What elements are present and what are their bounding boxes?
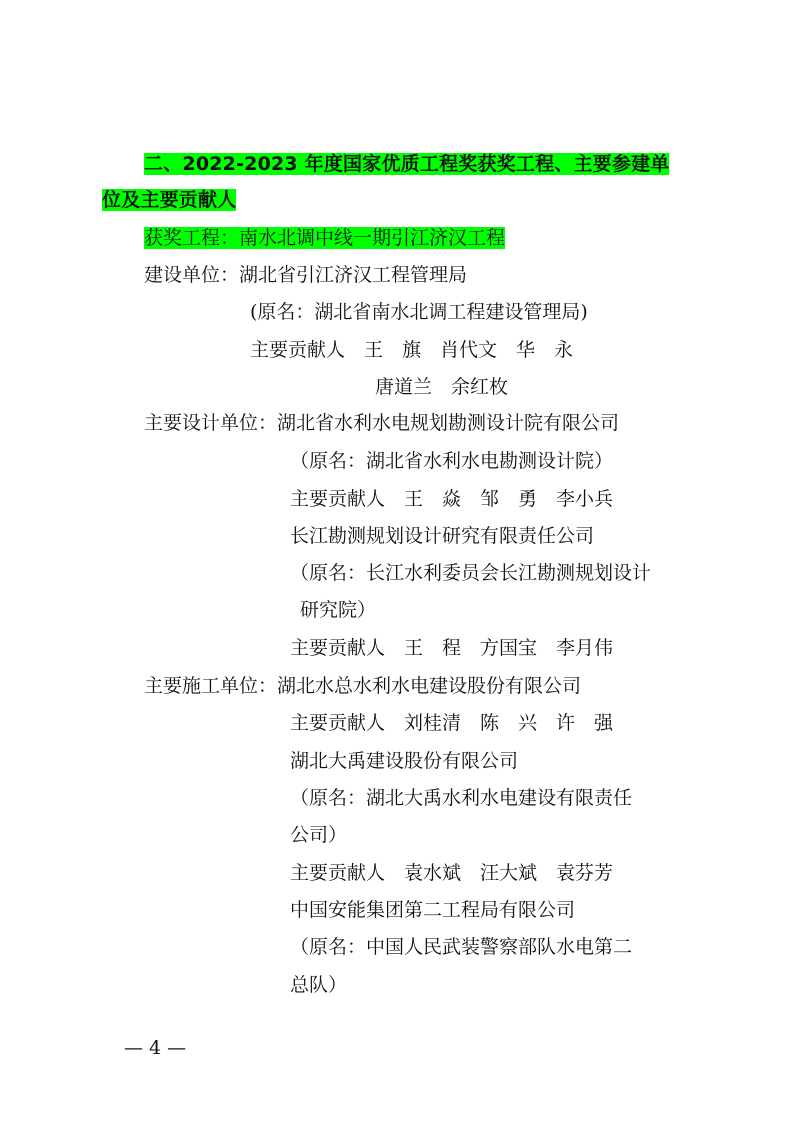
section-heading-text-2: 位及主要贡献人	[102, 189, 237, 211]
construction-unit-contributors-1: 主要贡献人 王 旗 肖代文 华 永	[250, 339, 574, 361]
contractor2-contributors: 主要贡献人 袁水斌 汪大斌 袁芬芳	[290, 862, 614, 884]
construction-unit-contributors-2: 唐道兰 余红枚	[375, 376, 509, 398]
section-heading-line1	[144, 152, 669, 176]
contractor1-name: 湖北水总水利水电建设股份有限公司	[277, 675, 582, 697]
design-unit2-former-name-2: 研究院）	[300, 599, 377, 621]
construction-contractors-line	[144, 674, 581, 698]
design-units-line	[144, 411, 619, 435]
contractor3-former-name-1: （原名：中国人民武装警察部队水电第二	[290, 936, 633, 958]
contractor2-former-name-2: 公司）	[290, 824, 348, 846]
construction-unit-former-name: (原名：湖北省南水北调工程建设管理局)	[250, 301, 588, 323]
section-heading-line2	[102, 188, 236, 212]
construction-unit-line	[144, 263, 467, 287]
design-units-label: 主要设计单位：	[144, 412, 278, 434]
contractor2-name: 湖北大禹建设股份有限公司	[290, 750, 519, 772]
construction-unit-name: 湖北省引江济汉工程管理局	[239, 264, 468, 286]
design-unit1-former-name: （原名：湖北省水利水电勘测设计院）	[290, 450, 614, 472]
construction-contractors-label: 主要施工单位：	[144, 675, 278, 697]
award-project: 获奖工程：南水北调中线一期引江济汉工程	[144, 227, 506, 249]
contractor1-contributors: 主要贡献人 刘桂清 陈 兴 许 强	[290, 712, 614, 734]
contractor3-former-name-2: 总队）	[290, 974, 348, 996]
design-unit2-name: 长江勘测规划设计研究有限责任公司	[290, 525, 595, 547]
design-unit1-contributors: 主要贡献人 王 焱 邹 勇 李小兵	[290, 488, 614, 510]
contractor2-former-name-1: （原名：湖北大禹水利水电建设有限责任	[290, 787, 633, 809]
design-unit2-former-name-1: （原名：长江水利委员会长江勘测规划设计	[290, 562, 652, 584]
design-unit2-contributors: 主要贡献人 王 程 方国宝 李月伟	[290, 637, 614, 659]
section-heading-text-1: 二、2022-2023 年度国家优质工程奖获奖工程、主要参建单	[144, 153, 670, 175]
design-unit1-name: 湖北省水利水电规划勘测设计院有限公司	[277, 412, 620, 434]
construction-unit-label: 建设单位：	[144, 264, 240, 286]
award-project-line	[144, 226, 505, 250]
contractor3-name: 中国安能集团第二工程局有限公司	[290, 899, 576, 921]
page-number: — 4 —	[124, 1037, 187, 1059]
